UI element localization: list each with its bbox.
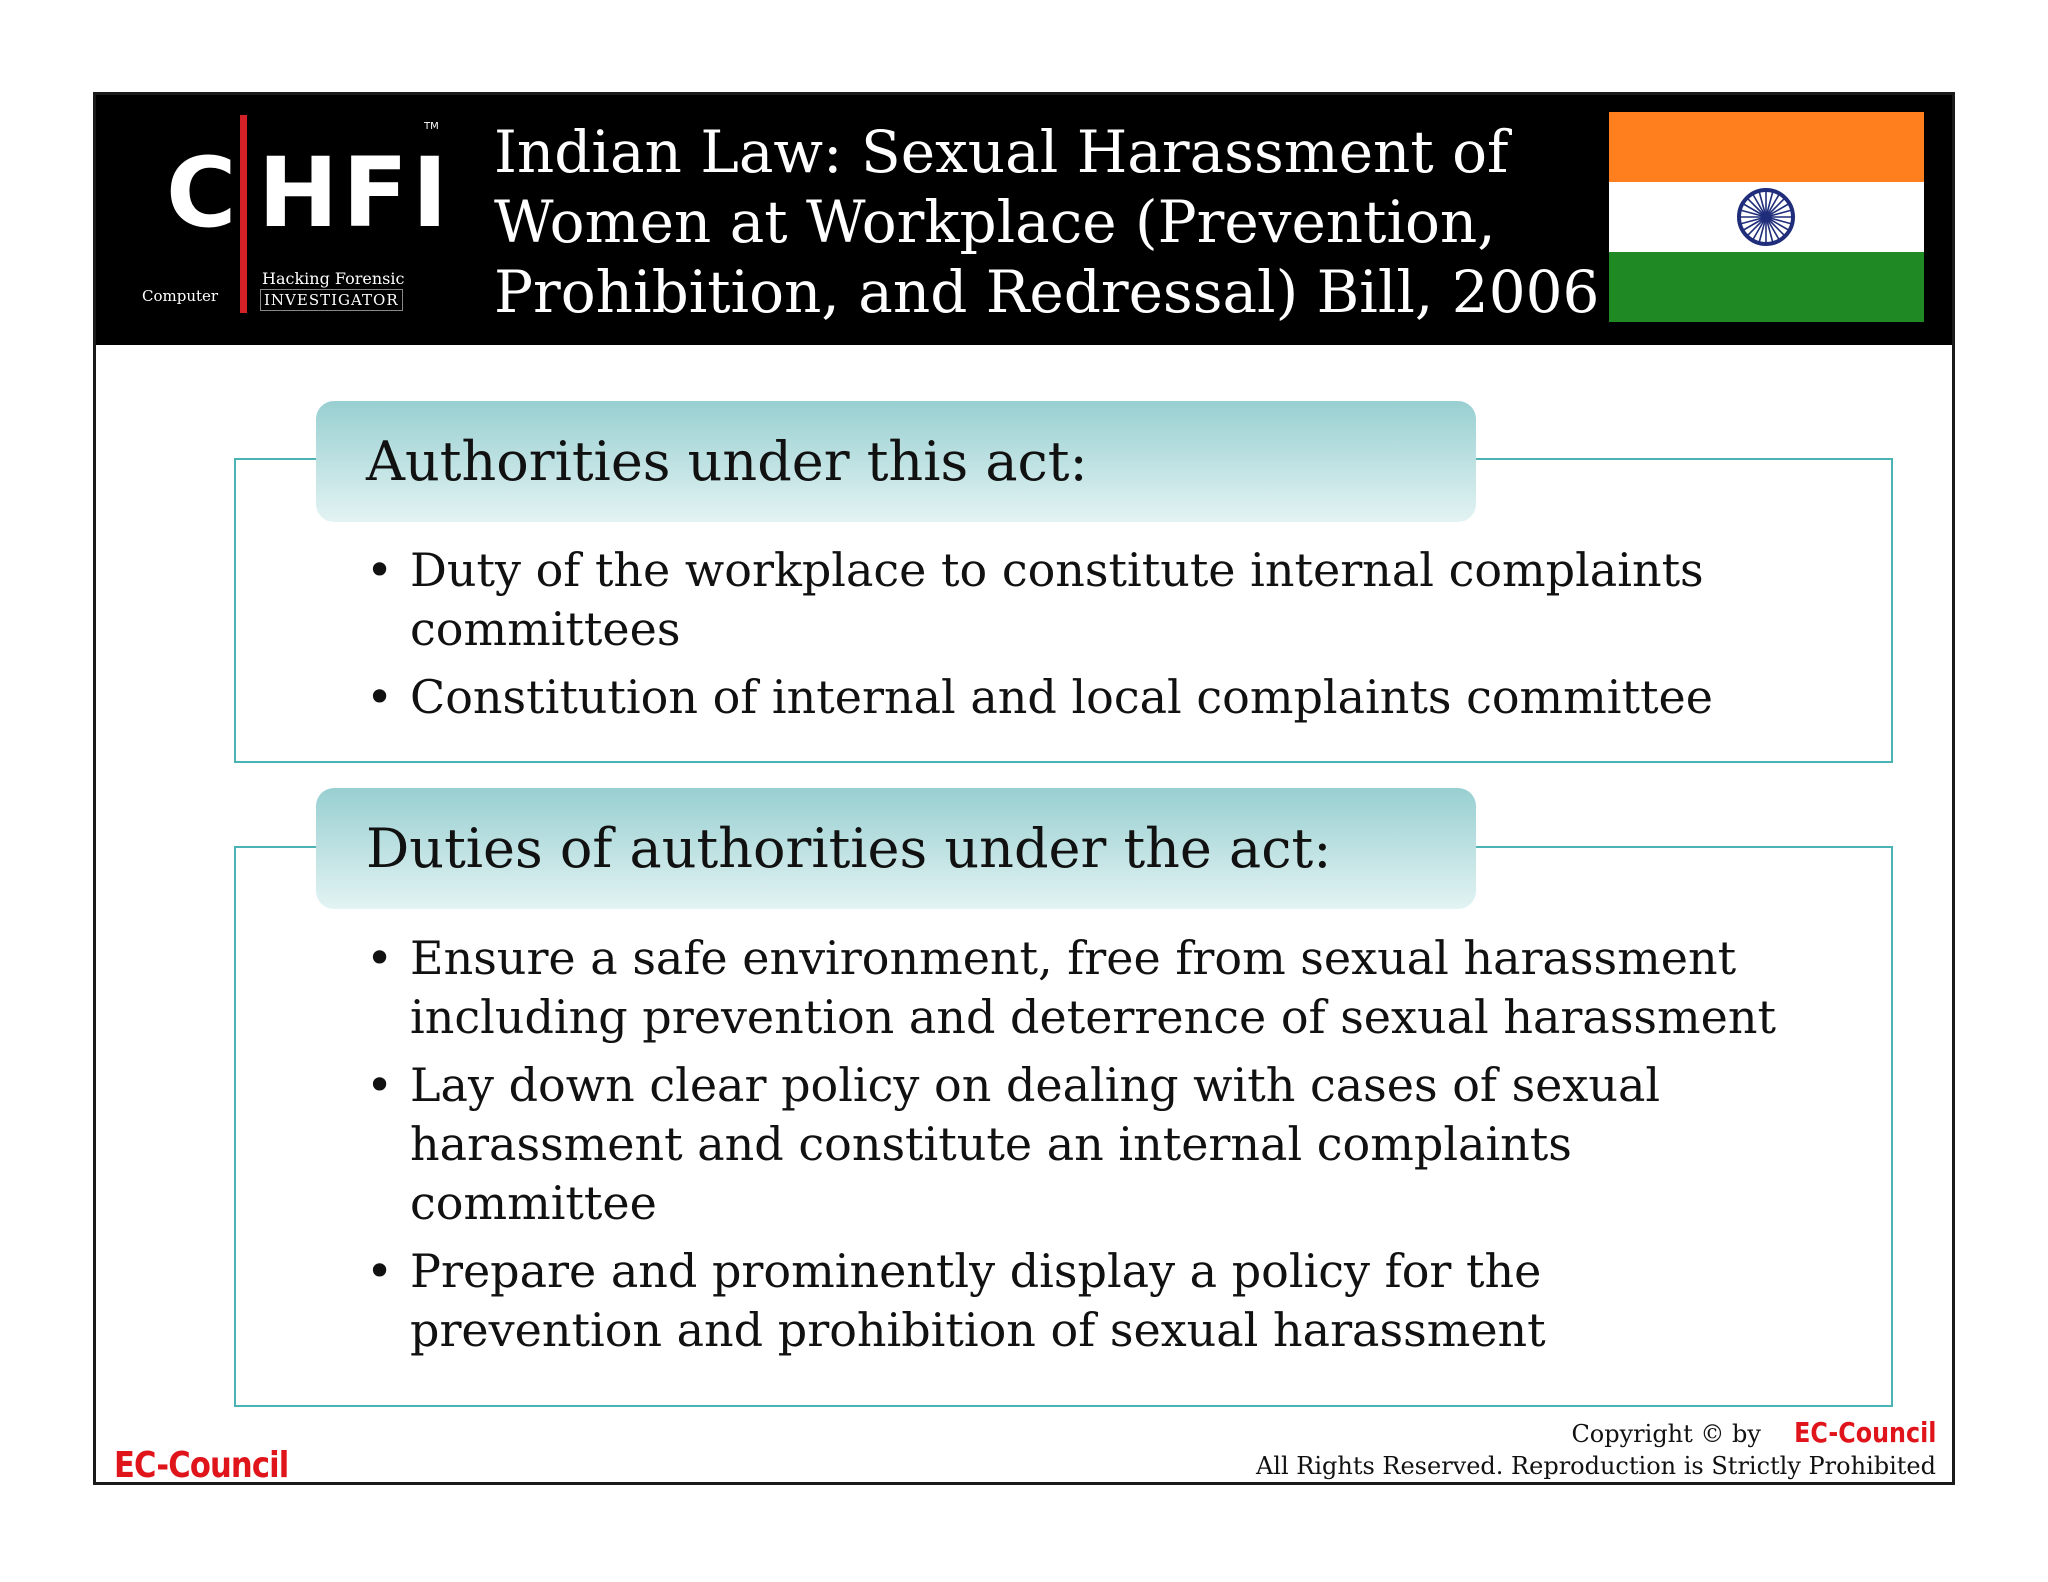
india-flag-icon bbox=[1609, 112, 1924, 322]
logo-computer-text: Computer bbox=[142, 287, 219, 305]
page-title bbox=[494, 117, 1664, 327]
authorities-list bbox=[366, 541, 1806, 736]
section-heading: Authorities under this act: bbox=[316, 401, 1476, 522]
copyright-brand: EC-Council bbox=[1793, 1416, 1936, 1449]
flag-saffron-band bbox=[1609, 112, 1924, 182]
title-line: Women at Workplace (Prevention, bbox=[494, 188, 1496, 256]
slide bbox=[93, 92, 1955, 1485]
rights-text: All Rights Reserved. Reproduction is Strictly Prohibited bbox=[1255, 1452, 1936, 1480]
logo-hacking-forensic-text: Hacking Forensic bbox=[262, 269, 405, 288]
logo-letter-c: C bbox=[166, 137, 237, 249]
duties-list bbox=[366, 929, 1806, 1369]
section-heading: Duties of authorities under the act: bbox=[316, 788, 1476, 909]
copyright-notice bbox=[1256, 1417, 1936, 1482]
logo-trademark: TM bbox=[424, 121, 439, 132]
flag-green-band bbox=[1609, 252, 1924, 322]
logo-red-bar bbox=[240, 115, 247, 313]
ashoka-chakra-icon bbox=[1735, 186, 1797, 248]
title-line: Prohibition, and Redressal) Bill, 2006 bbox=[494, 258, 1600, 326]
logo-letters-hfi: HFI bbox=[258, 137, 452, 249]
list-item: • Duty of the workplace to constitute internal complaints committees bbox=[366, 541, 1806, 659]
header-bar bbox=[96, 95, 1952, 345]
list-item: • Lay down clear policy on dealing with cases of sexual harassment and constitute an internal complaints committee bbox=[366, 1056, 1806, 1233]
logo-investigator-text: INVESTIGATOR bbox=[260, 289, 403, 311]
ec-council-logo: EC-Council bbox=[114, 1445, 289, 1486]
title-line: Indian Law: Sexual Harassment of bbox=[494, 118, 1509, 186]
list-item: • Ensure a safe environment, free from sexual harassment including prevention and deterrence of sexual harassment bbox=[366, 929, 1806, 1047]
list-item: • Constitution of internal and local complaints committee bbox=[366, 668, 1806, 727]
list-item: • Prepare and prominently display a policy for the prevention and prohibition of sexual harassment bbox=[366, 1242, 1806, 1360]
copyright-prefix: Copyright © by bbox=[1571, 1420, 1761, 1448]
chfi-logo bbox=[136, 115, 466, 325]
flag-white-band bbox=[1609, 182, 1924, 252]
